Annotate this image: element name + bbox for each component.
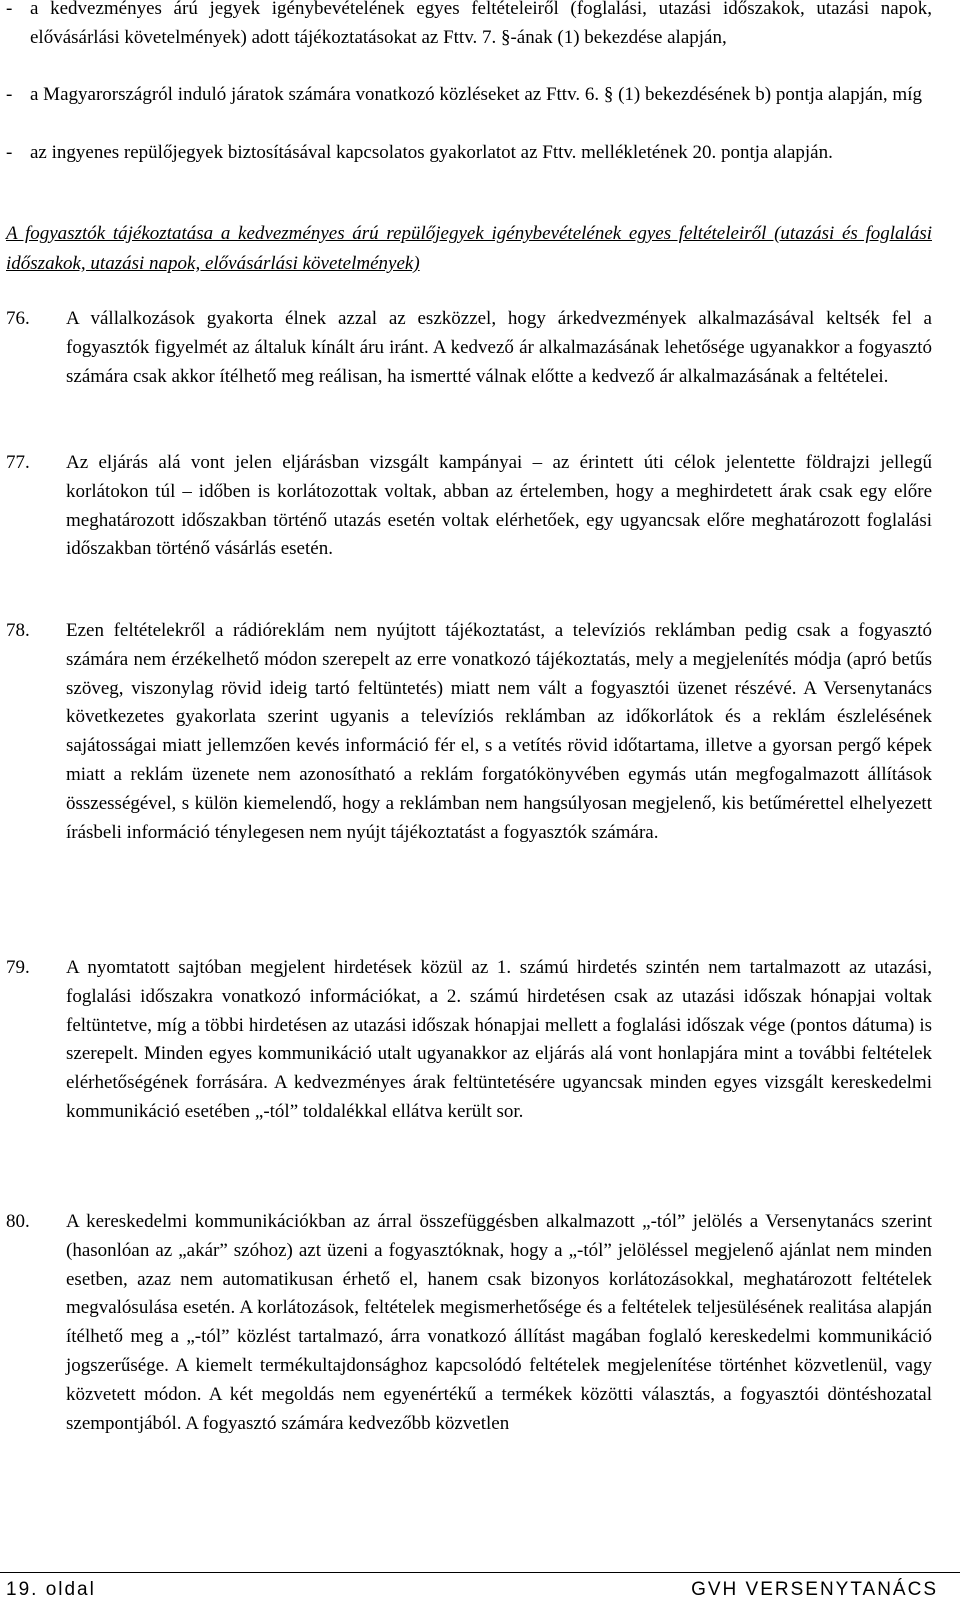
list-dash: - — [6, 142, 13, 163]
paragraph-number: 78. — [6, 620, 30, 641]
page-number: 19. oldal — [6, 1579, 96, 1600]
footer-organization: GVH VERSENYTANÁCS — [691, 1579, 938, 1600]
list-dash: - — [6, 84, 13, 105]
paragraph-number: 76. — [6, 308, 30, 329]
numbered-paragraph — [6, 449, 932, 564]
numbered-paragraph — [6, 1208, 932, 1438]
list-item-text: a kedvezményes árú jegyek igénybevételének egyes feltételeiről (foglalási, utazási időszakok, utazási napok, elővásárlási követelmények) adott tájékoztatásokat az Fttv. 7. §-ának (1) bekezdése alapján, — [30, 0, 932, 48]
list-item — [0, 138, 960, 167]
paragraph-number: 79. — [6, 957, 30, 978]
list-item-text: a Magyarországról induló járatok számára vonatkozó közléseket az Fttv. 6. § (1) bekezdésének b) pontja alapján, míg — [30, 84, 922, 105]
paragraph-text: Ezen feltételekről a rádióreklám nem nyújtott tájékoztatást, a televíziós reklámban pedig csak a fogyasztó számára nem érzékelhető módon szerepelt az erre vonatkozó tájékoztatás, mely a megjelenítés módja (apró betűs szöveg, viszonylag rövid ideig tartó feltüntetés) miatt nem vált a fogyasztói üzenet részévé. A Versenytanács következetes gyakorlata szerint ugyanis a televíziós reklámban az időkorlátok és a reklám észlelésének sajátosságai miatt jellemzően kevés információ fér el, s a vetítés rövid időtartama, illetve a gyorsan pergő képek miatt a reklám üzenete nem azonosítható a reklám forgatókönyvében egymás után megfogalmazott állítások összességével, s külön kiemelendő, hogy a reklámban nem hangsúlyosan megjelenő, kis betűmérettel elhelyezett írásbeli információ ténylegesen nem nyújt tájékoztatást a fogyasztók számára. — [66, 620, 932, 843]
paragraph-number: 77. — [6, 452, 30, 473]
paragraph-text: A nyomtatott sajtóban megjelent hirdetések közül az 1. számú hirdetés szintén nem tartalmazott az utazási, foglalási időszakra vonatkozó információkat, a 2. számú hirdetésen csak az utazási időszak hónapjai voltak feltüntetve, míg a többi hirdetésen az utazási időszak hónapjai mellett a foglalási időszak vége (pontos dátuma) is szerepelt. Minden egyes kommunikáció utalt ugyanakkor az eljárás alá vont honlapjára mint a további feltételek elérhetőségének forrására. A kedvezményes árak feltüntetésére ugyancsak minden egyes vizsgált kereskedelmi kommunikáció esetében „-tól” toldalékkal ellátva került sor. — [66, 957, 932, 1122]
list-dash: - — [6, 0, 13, 19]
paragraph-number: 80. — [6, 1211, 30, 1232]
paragraph-text: Az eljárás alá vont jelen eljárásban vizsgált kampányai – az érintett úti célok jelentette földrajzi jellegű korlátokon túl – időben is korlátozottak voltak, abban az értelemben, hogy a meghirdetett árak csak egy előre meghatározott időszakban történő utazás esetén voltak elérhetőek, egy ugyancsak előre meghatározott foglalási időszakban történő vásárlás esetén. — [66, 452, 932, 560]
footer-divider — [0, 1572, 960, 1573]
section-heading: A fogyasztók tájékoztatása a kedvezményes árú repülőjegyek igénybevételének egyes feltételeiről (utazási és foglalási időszakok, utazási napok, elővásárlási követelmények) — [6, 223, 932, 274]
numbered-paragraph — [6, 617, 932, 847]
list-item — [0, 80, 960, 109]
list-item-text: az ingyenes repülőjegyek biztosításával kapcsolatos gyakorlatot az Fttv. mellékletének 20. pontja alapján. — [30, 142, 833, 163]
paragraph-text: A vállalkozások gyakorta élnek azzal az eszközzel, hogy árkedvezmények alkalmazásával keltsék fel a fogyasztók figyelmét az általuk kínált áru iránt. A kedvező ár alkalmazásának lehetősége ugyanakkor a fogyasztó számára csak akkor ítélhető meg reálisan, ha ismertté válnak előtte a kedvező ár alkalmazásának a feltételei. — [66, 308, 932, 387]
list-item — [0, 0, 960, 52]
paragraph-text: A kereskedelmi kommunikációkban az árral összefüggésben alkalmazott „-tól” jelölés a Versenytanács szerint (hasonlóan az „akár” szóhoz) azt üzeni a fogyasztóknak, hogy a „-tól” jelöléssel megjelenő ajánlat nem minden esetben, azaz nem automatikusan érhető el, hanem csak bizonyos korlátozásokkal, meghatározott feltételek megvalósulása esetén. A korlátozások, feltételek megismerhetősége és a feltételek teljesülésének realitása alapján ítélhető meg a „-tól” közlést tartalmazó, árra vonatkozó állítást magában foglaló kereskedelmi kommunikáció jogszerűsége. A kiemelt termékultajdonsághoz kapcsolódó feltételek megjelenítése történhet közvetlenül, vagy közvetett módon. A két megoldás nem egyenértékű a termékek közötti választás, a fogyasztói döntéshozatal szempontjából. A fogyasztó számára kedvezőbb közvetlen — [66, 1211, 932, 1434]
numbered-paragraph — [6, 305, 932, 391]
numbered-paragraph — [6, 954, 932, 1127]
